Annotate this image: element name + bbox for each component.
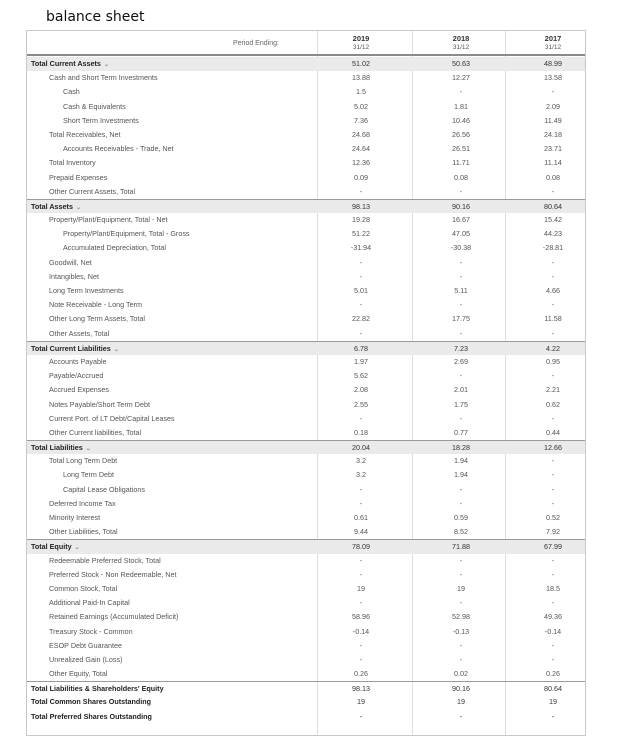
cell-value-2019: - (359, 257, 363, 267)
cell-value-2017: 2.09 (546, 101, 560, 111)
table-row (27, 284, 585, 298)
cell-value-2018: 1.94 (454, 456, 468, 466)
cell-value-2019: 2.55 (354, 399, 368, 409)
row-label: Other Current Assets, Total (49, 186, 136, 196)
cell-value-2019: -0.14 (352, 626, 370, 636)
cell-value-2018: 26.56 (452, 129, 470, 139)
cell-value-2019: - (359, 413, 363, 423)
row-label: Unrealized Gain (Loss) (49, 654, 123, 664)
section-total-row (27, 710, 585, 724)
cell-value-2017: 0.26 (546, 669, 560, 679)
cell-value-2018: - (459, 498, 463, 508)
cell-value-2019: - (359, 654, 363, 664)
cell-value-2017: - (551, 257, 555, 267)
balance-sheet-table (26, 30, 586, 736)
table-row (27, 171, 585, 185)
cell-value-2018: 16.67 (452, 215, 470, 225)
row-label: Total Common Shares Outstanding (31, 697, 152, 707)
row-label: Capital Lease Obligations (63, 484, 145, 494)
row-label: Payable/Accrued (49, 371, 104, 381)
cell-value-2018: 90.16 (452, 684, 470, 694)
row-label: Preferred Stock - Non Redeemable, Net (49, 569, 177, 579)
cell-value-2017: 0.08 (546, 172, 560, 182)
cell-value-2018: 1.94 (454, 470, 468, 480)
row-label: Treasury Stock - Common (49, 626, 133, 636)
chevron-down-icon[interactable]: ⌄ (74, 545, 80, 552)
row-label: Other Long Term Assets, Total (49, 314, 146, 324)
table-row (27, 568, 585, 582)
row-label: Other Assets, Total (49, 328, 110, 338)
cell-value-2017: - (551, 186, 555, 196)
cell-value-2017: 24.18 (544, 129, 562, 139)
cell-value-2017: 19 (549, 697, 557, 707)
cell-value-2019: 13.88 (352, 73, 370, 83)
row-label: Common Stock, Total (49, 583, 118, 593)
cell-value-2018: - (459, 87, 463, 97)
cell-value-2019: 0.18 (354, 427, 368, 437)
row-label: Property/Plant/Equipment, Total - Net (49, 215, 168, 225)
table-row (27, 497, 585, 511)
row-label: Total Current Liabilities ⌄ (31, 343, 119, 353)
cell-value-2017: 48.99 (544, 59, 562, 68)
table-row (27, 114, 585, 128)
section-total-row[interactable] (27, 440, 585, 454)
cell-value-2017: 44.23 (544, 229, 562, 239)
table-row (27, 398, 585, 412)
cell-value-2018: - (459, 186, 463, 196)
cell-value-2017: -28.81 (542, 243, 564, 253)
cell-value-2017: 13.58 (544, 73, 562, 83)
table-row (27, 128, 585, 142)
cell-value-2017: 80.64 (544, 684, 562, 694)
table-row (27, 312, 585, 326)
cell-value-2018: 12.27 (452, 73, 470, 83)
cell-value-2019: - (359, 484, 363, 494)
cell-value-2018: 2.69 (454, 356, 468, 366)
cell-value-2017: 7.92 (546, 527, 560, 537)
row-label: Note Receivable - Long Term (49, 300, 142, 310)
row-label: Total Equity ⌄ (31, 542, 80, 552)
row-label: Accumulated Depreciation, Total (63, 243, 166, 253)
table-row (27, 426, 585, 440)
row-label: Prepaid Expenses (49, 172, 108, 182)
cell-value-2019: - (359, 555, 363, 565)
section-total-row (27, 695, 585, 709)
cell-value-2019: - (359, 300, 363, 310)
row-label: Total Assets ⌄ (31, 201, 81, 211)
row-label: Notes Payable/Short Term Debt (49, 399, 150, 409)
cell-value-2018: -0.13 (452, 626, 470, 636)
row-label: Total Inventory (49, 158, 96, 168)
cell-value-2019: - (359, 569, 363, 579)
cell-value-2017: - (551, 640, 555, 650)
cell-value-2017: - (551, 271, 555, 281)
column-header-2018: 2018 31/12 (452, 34, 470, 51)
cell-value-2017: 4.22 (546, 343, 560, 353)
cell-value-2018: - (459, 654, 463, 664)
cell-value-2018: 8.52 (454, 527, 468, 537)
table-row (27, 554, 585, 568)
row-label: Property/Plant/Equipment, Total - Gross (63, 229, 190, 239)
cell-value-2019: 58.96 (352, 612, 370, 622)
cell-value-2019: 0.09 (354, 172, 368, 182)
cell-value-2018: 18.28 (452, 443, 470, 453)
row-label: Cash & Equivalents (63, 101, 126, 111)
cell-value-2017: 80.64 (544, 201, 562, 211)
cell-value-2017: 0.52 (546, 513, 560, 522)
table-row (27, 142, 585, 156)
table-row (27, 355, 585, 369)
cell-value-2018: 19 (457, 697, 465, 707)
cell-value-2018: 5.11 (454, 286, 468, 295)
cell-value-2019: 78.09 (352, 542, 370, 552)
cell-value-2017: 15.42 (544, 215, 562, 225)
table-row (27, 383, 585, 397)
row-label: Redeemable Preferred Stock, Total (49, 555, 161, 565)
table-row (27, 525, 585, 539)
cell-value-2018: - (459, 257, 463, 267)
table-row (27, 298, 585, 312)
cell-value-2019: 22.82 (352, 314, 370, 324)
chevron-down-icon[interactable]: ⌄ (103, 62, 109, 68)
cell-value-2017: 23.71 (544, 144, 562, 154)
row-label: Accounts Receivables - Trade, Net (63, 144, 174, 154)
cell-value-2018: 17.75 (452, 314, 470, 324)
cell-value-2017: 11.49 (544, 115, 562, 125)
table-row (27, 270, 585, 284)
cell-value-2018: 19 (457, 583, 465, 593)
table-row (27, 156, 585, 170)
row-label: Accrued Expenses (49, 385, 109, 395)
table-row (27, 256, 585, 270)
cell-value-2017: 4.66 (546, 286, 560, 295)
cell-value-2018: 71.88 (452, 542, 470, 552)
cell-value-2017: 0.95 (546, 356, 560, 366)
cell-value-2017: 0.62 (546, 399, 560, 409)
cell-value-2019: 24.64 (352, 144, 370, 154)
row-label: Intangibles, Net (49, 271, 99, 281)
cell-value-2017: 18.5 (546, 583, 560, 593)
column-header-2019: 2019 31/12 (352, 34, 370, 51)
row-label: Total Liabilities & Shareholders' Equity (31, 684, 164, 694)
cell-value-2019: - (359, 711, 363, 721)
cell-value-2017: - (551, 470, 555, 480)
cell-value-2018: 1.81 (454, 101, 468, 111)
cell-value-2017: 11.14 (544, 158, 562, 168)
cell-value-2019: 5.02 (354, 101, 368, 111)
table-row (27, 100, 585, 114)
cell-value-2018: 2.01 (454, 385, 468, 395)
cell-value-2019: 2.08 (354, 385, 368, 395)
table-row (27, 610, 585, 624)
cell-value-2018: 10.46 (452, 115, 470, 125)
row-label: Total Receivables, Net (49, 129, 121, 139)
cell-value-2017: - (551, 484, 555, 494)
row-label: Other Current liabilities, Total (49, 427, 142, 437)
table-header (27, 31, 585, 56)
row-label: Deferred Income Tax (49, 498, 116, 508)
row-label: Total Liabilities ⌄ (31, 443, 91, 453)
table-row (27, 582, 585, 596)
cell-value-2019: - (359, 640, 363, 650)
cell-value-2017: - (551, 456, 555, 466)
table-row (27, 227, 585, 241)
row-label: Long Term Debt (63, 470, 115, 480)
cell-value-2017: - (551, 87, 555, 97)
column-header-2017: 2017 31/12 (544, 34, 562, 51)
cell-value-2019: 51.02 (352, 59, 370, 68)
cell-value-2017: - (551, 413, 555, 423)
cell-value-2019: 98.13 (352, 201, 370, 211)
table-row (27, 369, 585, 383)
cell-value-2019: - (359, 498, 363, 508)
table-row (27, 511, 585, 525)
table-row (27, 241, 585, 255)
cell-value-2017: -0.14 (544, 626, 562, 636)
section-total-row[interactable] (27, 57, 585, 71)
row-label: Total Current Assets ⌄ (31, 59, 109, 68)
cell-value-2018: - (459, 711, 463, 721)
table-row (27, 213, 585, 227)
cell-value-2019: 5.01 (354, 286, 368, 295)
chevron-down-icon[interactable]: ⌄ (113, 346, 119, 353)
cell-value-2017: 67.99 (544, 542, 562, 552)
section-total-row[interactable] (27, 199, 585, 213)
cell-value-2017: - (551, 598, 555, 608)
table-row (27, 483, 585, 497)
cell-value-2019: 12.36 (352, 158, 370, 168)
cell-value-2019: 19 (357, 697, 365, 707)
row-label: Other Equity, Total (49, 669, 108, 679)
table-row (27, 71, 585, 85)
cell-value-2019: 7.36 (354, 115, 368, 125)
cell-value-2019: - (359, 271, 363, 281)
row-label: Current Port. of LT Debt/Capital Leases (49, 413, 175, 423)
table-row (27, 327, 585, 341)
cell-value-2019: 0.61 (354, 513, 368, 522)
cell-value-2017: - (551, 371, 555, 381)
cell-value-2019: - (359, 328, 363, 338)
row-label: Accounts Payable (49, 356, 107, 366)
table-row (27, 468, 585, 482)
cell-value-2017: 11.58 (544, 314, 562, 324)
cell-value-2019: 6.78 (354, 343, 368, 353)
row-label: Total Long Term Debt (49, 456, 118, 466)
cell-value-2017: - (551, 654, 555, 664)
chevron-down-icon[interactable]: ⌄ (75, 204, 81, 211)
cell-value-2018: 52.98 (452, 612, 470, 622)
section-total-row (27, 681, 585, 695)
cell-value-2017: 2.21 (546, 385, 560, 395)
cell-value-2017: - (551, 498, 555, 508)
cell-value-2018: -30.38 (450, 243, 472, 253)
cell-value-2018: 50.63 (452, 59, 470, 68)
cell-value-2019: 19.28 (352, 215, 370, 225)
cell-value-2018: 1.75 (454, 399, 468, 409)
table-row (27, 412, 585, 426)
cell-value-2018: - (459, 555, 463, 565)
table-body (27, 57, 585, 724)
row-label: Other Liabilities, Total (49, 527, 118, 537)
cell-value-2019: - (359, 186, 363, 196)
table-row (27, 85, 585, 99)
cell-value-2018: - (459, 598, 463, 608)
section-total-row[interactable] (27, 539, 585, 553)
cell-value-2018: 11.71 (452, 158, 470, 168)
row-label: Long Term Investments (49, 286, 124, 295)
row-label: Minority Interest (49, 513, 101, 522)
cell-value-2019: 24.68 (352, 129, 370, 139)
cell-value-2019: 3.2 (356, 470, 366, 480)
cell-value-2018: - (459, 300, 463, 310)
table-row (27, 653, 585, 667)
cell-value-2019: 19 (357, 583, 365, 593)
cell-value-2018: - (459, 569, 463, 579)
cell-value-2017: - (551, 555, 555, 565)
table-row (27, 667, 585, 681)
cell-value-2017: - (551, 711, 555, 721)
cell-value-2017: 0.44 (546, 427, 560, 437)
cell-value-2017: 49.36 (544, 612, 562, 622)
cell-value-2019: 98.13 (352, 684, 370, 694)
table-row (27, 596, 585, 610)
cell-value-2018: 0.08 (454, 172, 468, 182)
cell-value-2019: - (359, 598, 363, 608)
table-row (27, 454, 585, 468)
section-total-row[interactable] (27, 341, 585, 355)
row-label: Cash (63, 87, 80, 97)
cell-value-2018: 0.77 (454, 427, 468, 437)
cell-value-2019: 51.22 (352, 229, 370, 239)
cell-value-2019: 1.5 (356, 87, 366, 97)
table-row (27, 639, 585, 653)
cell-value-2018: 47.05 (452, 229, 470, 239)
cell-value-2017: - (551, 300, 555, 310)
row-label: Short Term Investments (63, 115, 139, 125)
cell-value-2018: - (459, 413, 463, 423)
cell-value-2017: 12.66 (544, 443, 562, 453)
cell-value-2019: 20.04 (352, 443, 370, 453)
row-label: Retained Earnings (Accumulated Deficit) (49, 612, 179, 622)
cell-value-2018: 0.02 (454, 669, 468, 679)
row-label: Cash and Short Term Investments (49, 73, 158, 83)
table-row (27, 185, 585, 199)
cell-value-2018: 7.23 (454, 343, 468, 353)
cell-value-2018: - (459, 371, 463, 381)
cell-value-2018: 0.59 (454, 513, 468, 522)
cell-value-2017: - (551, 328, 555, 338)
cell-value-2017: - (551, 569, 555, 579)
cell-value-2019: 5.62 (354, 371, 368, 381)
cell-value-2019: 0.26 (354, 669, 368, 679)
cell-value-2019: -31.94 (350, 243, 372, 253)
cell-value-2018: 26.51 (452, 144, 470, 154)
row-label: ESOP Debt Guarantee (49, 640, 122, 650)
row-label: Additional Paid-In Capital (49, 598, 130, 608)
row-label: Total Preferred Shares Outstanding (31, 711, 152, 721)
cell-value-2019: 3.2 (356, 456, 366, 466)
cell-value-2019: 9.44 (354, 527, 368, 537)
table-row (27, 625, 585, 639)
chevron-down-icon[interactable]: ⌄ (85, 446, 91, 453)
period-ending-label: Period Ending: (233, 40, 279, 47)
cell-value-2018: - (459, 640, 463, 650)
row-label: Goodwill, Net (49, 257, 92, 267)
cell-value-2018: - (459, 484, 463, 494)
cell-value-2019: 1.97 (354, 356, 368, 366)
cell-value-2018: 90.16 (452, 201, 470, 211)
cell-value-2018: - (459, 271, 463, 281)
page-title: balance sheet (46, 9, 145, 25)
cell-value-2018: - (459, 328, 463, 338)
